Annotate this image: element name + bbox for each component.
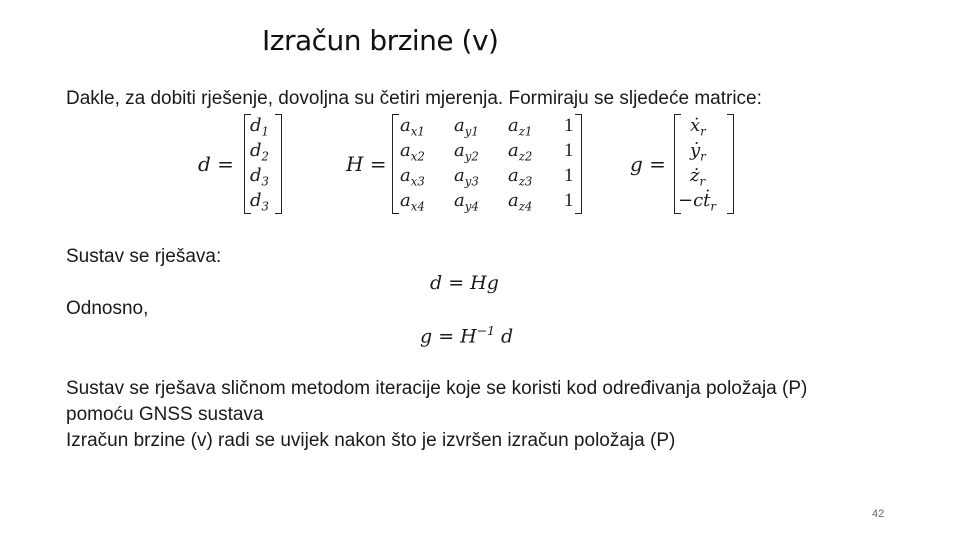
h-matrix-cell: $a_{z2}$ <box>508 140 533 164</box>
h-matrix-cell: 1 <box>564 190 574 211</box>
h-matrix-cell: 1 <box>564 165 574 186</box>
h-matrix-cell: $a_{x1}$ <box>400 115 425 139</box>
h-matrix <box>392 114 582 214</box>
h-matrix-cell: $a_{x4}$ <box>400 190 425 214</box>
h-matrix-cell: $a_{z1}$ <box>508 115 533 139</box>
g-matrix-cell: $ż_r$ <box>690 165 706 189</box>
h-matrix-cell: $a_{y4}$ <box>454 190 479 214</box>
d-matrix-cell: $d_2$ <box>250 140 269 164</box>
h-matrix-cell: $a_{z3}$ <box>508 165 533 189</box>
h-matrix-cell: $a_{y2}$ <box>454 140 479 164</box>
d-matrix-cell: $d_1$ <box>250 115 269 139</box>
h-matrix-cell: 1 <box>564 115 574 136</box>
h-matrix-cell: $a_{x2}$ <box>400 140 425 164</box>
d-matrix-cell: $d_3$ <box>250 165 269 189</box>
h-matrix-right-bracket <box>575 114 582 214</box>
equation-2-left: g = H <box>420 325 477 348</box>
h-matrix-label: H = <box>346 152 387 176</box>
h-matrix-cell: $a_{x3}$ <box>400 165 425 189</box>
paragraph-line-3: Izračun brzine (v) radi se uvijek nakon što je izvršen izračun položaja (P) <box>66 430 676 451</box>
h-matrix-cell: $a_{y1}$ <box>454 115 479 139</box>
equation-d-hg: d = Hg <box>430 272 499 294</box>
intro-text: Dakle, za dobiti rješenje, dovoljna su četiri mjerenja. Formiraju se sljedeće matrice: <box>66 88 762 109</box>
h-matrix-left-bracket <box>392 114 399 214</box>
g-matrix-cell: −cṫ$_r$ <box>678 190 716 214</box>
page-number: 42 <box>872 508 885 520</box>
slide-title: Izračun brzine (v) <box>262 24 499 57</box>
g-matrix <box>674 114 734 214</box>
equation-g-hinv-d <box>420 324 513 347</box>
g-matrix-cell: ẏ$_r$ <box>690 140 706 164</box>
g-matrix-label: g = <box>630 152 666 176</box>
equation-2-exponent: −1 <box>476 324 495 338</box>
equation-2-right: d <box>500 325 514 348</box>
d-matrix <box>244 114 282 214</box>
g-matrix-cell: ẋ$_r$ <box>690 115 706 139</box>
paragraph-line-1: Sustav se rješava sličnom metodom iteracije koje se koristi kod određivanja položaja (P) <box>66 378 808 399</box>
d-matrix-right-bracket <box>275 114 282 214</box>
h-matrix-cell: $a_{z4}$ <box>508 190 533 214</box>
d-matrix-label: d = <box>198 152 234 176</box>
d-matrix-cell: $d_3$ <box>250 190 269 214</box>
odnosno-text: Odnosno, <box>66 298 149 319</box>
h-matrix-cell: $a_{y3}$ <box>454 165 479 189</box>
g-matrix-right-bracket <box>727 114 734 214</box>
h-matrix-cell: 1 <box>564 140 574 161</box>
solve-label: Sustav se rješava: <box>66 246 222 267</box>
paragraph-line-2: pomoću GNSS sustava <box>66 404 264 425</box>
